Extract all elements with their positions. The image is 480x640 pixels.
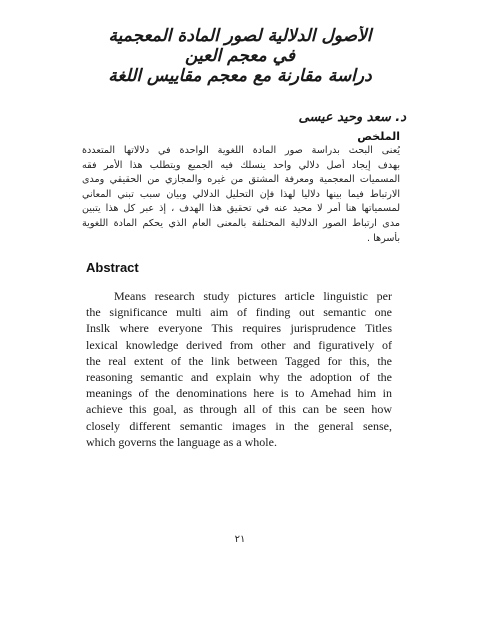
english-abstract-line: the real extent of the link between Tagged for this, the	[86, 353, 392, 368]
english-abstract-line: achieve this goal, as through all of this can be seen how	[86, 402, 392, 417]
arabic-abstract-line: المسميات المعجمية ومعرفة المشتق من غيره والمجازي من الحقيقي ومدى	[82, 174, 400, 186]
arabic-abstract-line: بهدف إيجاد أصل دلالي واحد ينسلك فيه الجميع ويتطلب هذا الأمر فقه	[82, 159, 400, 171]
english-abstract-line: Inslk where everyone This requires jurisprudence Titles	[86, 321, 392, 336]
title-line-1: الأصول الدلالية لصور المادة المعجمية	[108, 26, 372, 46]
english-abstract-heading: Abstract	[86, 260, 139, 275]
arabic-abstract-heading: الملخص	[357, 130, 400, 143]
english-abstract-line: closely different semantic images in the general sense,	[86, 418, 392, 433]
english-abstract-line: Means research study pictures article linguistic per	[114, 289, 392, 303]
english-abstract-line: reasoning semantic and explain why the adoption of the	[86, 370, 392, 385]
title-line-2: في معجم العين	[185, 46, 295, 66]
title-line-3: دراسة مقارنة مع معجم مقاييس اللغة	[108, 66, 372, 86]
page-number: ٢١	[234, 534, 246, 545]
english-abstract-line: meanings of the denominations here is to Amehad him in	[86, 386, 392, 401]
arabic-abstract-line: لمسمياتها هنا أمر لا محيد عنه في تحقيق هذا الهدف ، إذ عبر كل هذا يتبين	[82, 203, 400, 215]
arabic-abstract-line: مدى ارتباط الصور الدلالية المختلفة بالمعنى العام الذي يحكم المادة اللغوية	[82, 217, 400, 229]
english-abstract-body	[86, 288, 392, 450]
arabic-abstract-line: الارتباط فيما بينها دلاليا لهذا فإن التحليل الدلالي وبيان سبب تبني المعاني	[82, 188, 400, 200]
arabic-abstract-body	[82, 144, 400, 246]
arabic-abstract-line: يُعنى البحث بدراسة صور المادة اللغوية الواحدة في دلالاتها المتعددة	[82, 145, 400, 156]
english-abstract-line: which governs the language as a whole.	[86, 434, 277, 449]
english-abstract-line: lexical knowledge derived from other and figuratively of	[86, 337, 392, 352]
arabic-abstract-line: بأسرها .	[366, 232, 400, 244]
english-abstract-line: the significance multi aim of finding out semantic one	[86, 305, 392, 320]
author-name: د. سعد وحيد عيسى	[298, 110, 406, 125]
